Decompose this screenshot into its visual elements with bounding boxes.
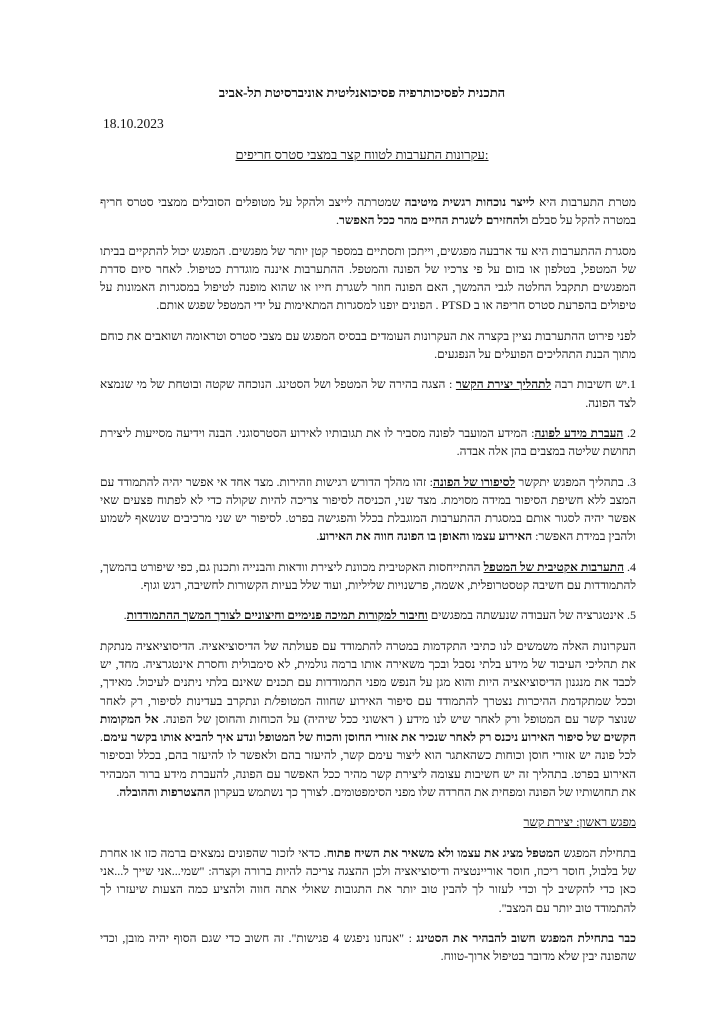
- text: יש חשיבות רבה: [551, 377, 628, 392]
- bold-text: האירוע עצמו והאופן בו הפונה חווה את האירוע: [319, 529, 533, 544]
- document-body: [100, 193, 636, 977]
- bold-underlined-text: העברת מידע לפונה: [534, 425, 624, 440]
- text: : המידע המועבר לפונה מסביר לו את תגובותיו לאירוע הסטרסוגני. הבנה וידיעה מסייעות ליצירת תחושת שליטה במצבים בהן אלה אבדה.: [100, 425, 636, 459]
- bold-text: המטפל מציג את עצמו ולא משאיר את השיח פתוח: [326, 845, 561, 860]
- text: אינטגרציה של העבודה שנעשתה במפגשים: [427, 608, 624, 623]
- document-date: 18.10.2023: [103, 116, 164, 131]
- list-item-1: [100, 375, 636, 412]
- paragraph-framework: מסגרת ההתערבות היא עד ארבעה מפגשים, וייתכן ותסתיים במספר קטן יותר של מפגשים. המפגש יכול להתקיים בביתו של המטפל, בטלפון או בזום על פי צרכיו של הפונה והמטפל. ההתערבות איננה מוגדרת כטיפול. לאחר סיום סדרת המפגשים תתקבל החלטה לגבי ההמשך, האם הפונה חוזר לשגרת חייו או שהוא מופנה לטיפול במסגרות האמונות על טיפולים בהפרעת סטרס חריפה או ב PTSD . הפונים יופנו למסגרות המתאימות על ידי המטפל שפגש אותם.: [100, 243, 636, 313]
- section-heading: מפגש ראשון: יצירת קשר: [523, 815, 636, 830]
- text: .: [316, 529, 320, 544]
- text: . כדאי לזכור שהפונים נמצאים ברמה כזו או אחרת של בלבול, חוסר ריכוז, חוסר אוריינטציה ודיסוציאציה ולכן ההצגה צריכה להיות ברורה וקצרה: "שמי...אני שייך ל...אני כאן כדי להקשיב לך וכדי לעזור לך להבין טוב יותר את התגובות שאולי אתה חווה ולהציע כמה הצעות שיעזרו לך להתמודד טוב יותר עם המצב".: [100, 845, 636, 915]
- bold-underlined-text: וחיבור למקורות תמיכה פנימיים וחיצוניים לצורך המשך ההתמודדות: [126, 608, 428, 623]
- program-header: התכנית לפסיכותרפיה פסיכואנליטית אוניברסיטת תל-אביב: [218, 85, 506, 100]
- text: ההתייחסות האקטיבית מכוונת ליצירת וודאות והבנייה ותכנון גם, כפי שיפורט בהמשך, להתמודדות עם חשיבה קטסטרופלית, אשמה, פרשנויות שליליות, ועוד שלל בעיות הקשורות לחשיבה, רגש וגוף.: [100, 559, 636, 593]
- bold-text: לייצר נוכחות רגשית מיטיבה: [404, 195, 535, 209]
- text: .: [335, 213, 339, 228]
- text: בתהליך המפגש יתקשר: [515, 474, 624, 489]
- list-number: 3.: [627, 474, 637, 489]
- list-number: 1.: [627, 377, 637, 392]
- bold-underlined-text: לתהליך יצירת הקשר: [455, 377, 552, 392]
- text: העקרונות האלה משמשים לנו כתיבי התקדמות במטרה להתמודד עם פעולתה של הדיסוציאציה. הדיסוציאציה מנתקת את תהליכי העיבוד של מידע בלתי נסבל ובכך משאירה אותו ברמה גולמית, לא סימבולית וחסרת אינטגרציה. מחד, יש לכבד את מנגנון הדיסוציאציה היות והוא מגן על הנפש מפני התמודדות עם תכנים שאינם בלתי ניתנים לעיכול. מאידך, וככל שמתקדמת ההיכרות נצטרך להתמודד עם סיפור האירוע שחווה המטופל/ת ונתקרב בעדינות לסיפור, רק לאחר שנוצר קשר עם המטופל ורק לאחר שיש לנו מידע ( ראשוני ככל שיהיה) על הכוחות והחוסן של הפונה.: [100, 638, 637, 726]
- bold-underlined-text: לסיפורו של הפונה: [432, 474, 516, 489]
- bold-text: ההצטרפות וההובלה: [119, 785, 211, 800]
- text: מטרת התערבות היא: [534, 195, 637, 209]
- text: : הצגה בהירה של המטפל ושל הסטינג. הנוכחה שקטה ובוטחת של מי שנמצא לצד הפונה.: [100, 377, 636, 410]
- bold-text: אל המקומות הקשים של סיפור האירוע ניכנס רק לאחר שנכיר את אזורי החוסן והכוח של המטופל ונדע איך להביא אותו בקשר עימם: [100, 711, 636, 745]
- text: . לכל פונה יש אזורי חוסן וכוחות כשהאתגר הוא ליצור עימם קשר, להיעזר בהם ולאפשר לו להיעזר בהם, בכלל ובסיפור האירוע בפרט. בתהליך זה יש חשיבות עצומה ליצירת קשר מהיר ככל האפשר עם הפונה, להעברת מידע ברור המבהיר את תחושותיו של הפונה ומפחית את החרדה שלו מפני הסימפטומים. לצורך כך נשתמש בעקרון: [100, 730, 636, 800]
- paragraph-first-meeting: [100, 844, 636, 917]
- paragraph-principles: [100, 637, 636, 802]
- list-item-3: [100, 473, 636, 546]
- paragraph-goal: [100, 193, 636, 230]
- list-number: 2.: [627, 425, 636, 440]
- document-title: עקרונות התערבות לטווח קצר במצבי סטרס חריפים:: [235, 147, 489, 162]
- text: : זהו מהלך הדורש רגישות וזהירות. מצד אחד אי אפשר יהיה להתמודד עם המצב ללא חשיפת הסיפור במידה מסוימת. מצד שני, הכניסה לסיפור צריכה להיות שקולה כדי לא לפתוח פצעים שאי אפשר יהיה לסגור אותם במסגרת ההתערבות המוגבלת בכלל והפגישה בפרט. לסיפור יש שני מרכיבים שנשאף לשמוע ולהבין במידת האפשר:: [100, 474, 636, 544]
- list-number: 5.: [627, 608, 636, 623]
- list-item-2: [100, 424, 636, 461]
- list-item-5: [100, 606, 636, 624]
- text: בתחילת המפגש: [560, 845, 636, 860]
- paragraph-intro: לפני פירוט ההתערבות נציין בקצרה את העקרונות העומדים בבסיס המפגש עם מצבי סטרס וטראומה ושואבים את כוחם מתוך הבנת התהליכים הפועלים על הנפגעים.: [100, 328, 636, 362]
- bold-text: ולהחזירם לשגרת החיים מהר ככל האפשר: [338, 213, 529, 228]
- text: : "אנחנו ניפגש 4 פגישות". זה חשוב כדי שגם הסוף יהיה מובן, וכדי שהפונה יבין שלא מדובר בטיפול ארוך-טווח.: [100, 930, 636, 964]
- text: שמטרתה לייצב ולהקל על מטופלים הסובלים ממצבי סטרס חריף במטרה להקל על סבלם: [100, 195, 636, 228]
- paragraph-setting: [100, 929, 636, 966]
- bold-underlined-text: התערבות אקטיבית של המטפל: [483, 559, 624, 574]
- bold-text: כבר בתחילת המפגש חשוב להבהיר את הסטינג: [416, 930, 636, 945]
- list-item-4: [100, 558, 636, 595]
- list-number: 4.: [627, 559, 637, 574]
- text: .: [116, 785, 120, 800]
- text: .: [123, 608, 127, 623]
